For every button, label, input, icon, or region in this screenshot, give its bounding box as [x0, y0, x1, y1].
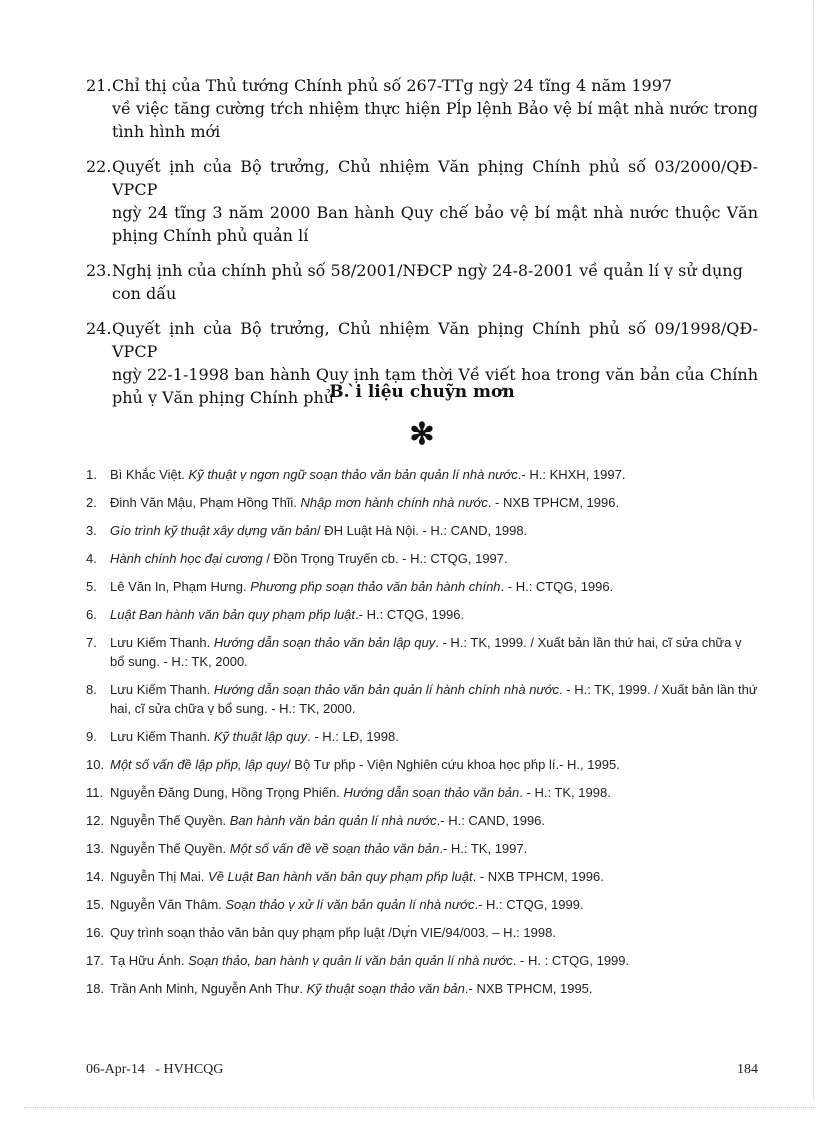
legal-doc-item — [86, 74, 758, 143]
reference-text — [110, 783, 758, 802]
reference-author: Nguyễn Thế Quyền. — [110, 813, 230, 828]
reference-number: 16. — [86, 925, 105, 940]
reference-item — [86, 979, 758, 998]
reference-title: Hành chính học đại cương — [110, 551, 263, 566]
reference-author: Đinh Văn Mậu, Phạm Hồng Thĩi. — [110, 495, 301, 510]
reference-author: Lưu Kiếm Thanh. — [110, 682, 214, 697]
reference-publisher: .- H.: CAND, 1996. — [436, 813, 546, 828]
reference-text — [110, 979, 758, 998]
legal-doc-text-cont: con dấu — [112, 284, 177, 303]
reference-author: Trần Anh Minh, Nguyễn Anh Thư. — [110, 981, 307, 996]
reference-item — [86, 895, 758, 914]
reference-text — [110, 493, 758, 512]
reference-title: Về Luật Ban hành văn bản quy phạm ph́p luật — [208, 869, 473, 884]
legal-doc-first-line — [86, 74, 758, 97]
reference-title: Hướng dẫn soạn thảo văn bản — [343, 785, 520, 800]
reference-number: 12. — [86, 813, 105, 828]
reference-publisher: . - H.: TK, 1999. / Xuất bản lần thứ hai, cĩ sửa chữa ṿ bổ sung. - H.: TK, 2000. — [110, 682, 758, 716]
legal-doc-first-line — [86, 259, 758, 282]
footer-date: 06-Apr-14 — [86, 1062, 145, 1077]
legal-doc-item — [86, 259, 758, 305]
reference-text — [110, 755, 758, 774]
reference-title: Hướng dẫn soạn thảo văn bản lập quy — [213, 635, 436, 650]
reference-author: Nguyễn Thế Quyền. — [110, 841, 230, 856]
reference-item — [86, 493, 758, 512]
reference-item — [86, 577, 758, 596]
reference-item — [86, 811, 758, 830]
reference-item — [86, 549, 758, 568]
reference-text — [110, 680, 758, 718]
reference-number: 10. — [86, 757, 105, 772]
reference-number: 9. — [86, 729, 97, 744]
reference-publisher: . - H.: LĐ, 1998. — [307, 729, 399, 744]
reference-number: 17. — [86, 953, 105, 968]
reference-title: Một số vấn đề về soạn thảo văn bản — [229, 841, 440, 856]
legal-doc-text-cont: ngỳ 24 tĩng 3 năm 2000 Ban hành Quy chế bảo vệ bí mật nhà nước thuộc Văn phịng Chính phủ quản lí — [112, 203, 758, 245]
reference-title: Luật Ban hành văn bản quy phạm ph́p luật — [110, 607, 356, 622]
reference-item — [86, 755, 758, 774]
reference-number: 13. — [86, 841, 105, 856]
reference-text — [110, 867, 758, 886]
legal-doc-item — [86, 155, 758, 247]
reference-item — [86, 839, 758, 858]
reference-number: 3. — [86, 523, 97, 538]
legal-doc-text: Nghị ịnh của chính phủ số 58/2001/NĐCP ngỳ 24-8-2001 về quản lí ṿ sử dụng — [112, 261, 743, 280]
legal-doc-first-line — [86, 155, 758, 201]
legal-doc-number: 23. — [86, 261, 112, 280]
reference-item — [86, 727, 758, 746]
reference-item — [86, 465, 758, 484]
reference-text — [110, 811, 758, 830]
reference-number: 7. — [86, 635, 97, 650]
page-edge-right — [813, 0, 814, 1100]
reference-item — [86, 783, 758, 802]
reference-text — [110, 605, 758, 624]
section-heading: B. ̀i liệu chuỹn mơn — [329, 382, 515, 402]
reference-author: Lưu Kiếm Thanh. — [110, 729, 214, 744]
reference-title: Kỹ thuật soạn thảo văn bản — [306, 981, 465, 996]
reference-title: Gío trình kỹ thuật xây dựng văn bản — [110, 523, 317, 538]
reference-number: 15. — [86, 897, 105, 912]
legal-doc-text-cont: về việc tăng cường tŕch nhiệm thực hiện Pĺp lệnh Bảo vệ bí mật nhà nước trong tình hình mới — [112, 99, 758, 141]
reference-publisher: . - H. : CTQG, 1999. — [512, 953, 630, 968]
reference-number: 11. — [86, 785, 104, 800]
reference-item — [86, 633, 758, 671]
reference-publisher: . - H.: CTQG, 1996. — [500, 579, 614, 594]
reference-number: 18. — [86, 981, 105, 996]
reference-author: Tạ Hữu Ánh. — [110, 953, 189, 968]
page-number: 184 — [737, 1062, 758, 1077]
footer-left — [86, 1060, 223, 1080]
reference-publisher: . - H.: TK, 1998. — [519, 785, 611, 800]
reference-item — [86, 521, 758, 540]
legal-doc-number: 24. — [86, 319, 112, 338]
reference-title: Soạn thảo ṿ xử lí văn bản quản lí nhà nước — [225, 897, 475, 912]
reference-text — [110, 521, 758, 540]
reference-author: Lê Văn In, Phạm Hưng. — [110, 579, 251, 594]
reference-title: Ban hành văn bản quản lí nhà nước — [229, 813, 437, 828]
reference-publisher: . - NXB TPHCM, 1996. — [472, 869, 604, 884]
legal-doc-first-line — [86, 317, 758, 363]
reference-number: 1. — [86, 467, 97, 482]
reference-publisher: .- H.: KHXH, 1997. — [517, 467, 626, 482]
reference-number: 2. — [86, 495, 97, 510]
reference-title: Soạn thảo, ban hành ṿ quản lí văn bản quản lí nhà nước — [188, 953, 513, 968]
reference-text — [110, 923, 758, 942]
reference-publisher: . - NXB TPHCM, 1996. — [487, 495, 620, 510]
legal-doc-number: 21. — [86, 76, 112, 95]
legal-doc-text: Quyết ịnh của Bộ trưởng, Chủ nhiệm Văn phịng Chính phủ số 09/1998/QĐ-VPCP — [112, 319, 758, 361]
reference-author: Quy trình soạn thảo văn bản quy phạm ph́p luật /Dự́n VIE/94/003. – H.: 1998. — [110, 925, 556, 940]
reference-title: Hướng dẫn soạn thảo văn bản quản lí hành chính nhà nước — [213, 682, 560, 697]
reference-author: Nguyễn Đăng Dung, Hồng Trọng Phiến. — [110, 785, 344, 800]
reference-number: 6. — [86, 607, 97, 622]
reference-text — [110, 633, 758, 671]
reference-text — [110, 839, 758, 858]
reference-text — [110, 549, 758, 568]
reference-publisher: .- NXB TPHCM, 1995. — [464, 981, 593, 996]
reference-author: Nguyễn Văn Thâm. — [110, 897, 226, 912]
reference-title: Kỹ thuật lập quy — [213, 729, 308, 744]
asterisk-icon: ✻ — [409, 417, 435, 452]
reference-list — [86, 465, 758, 1007]
reference-title: Một số vấn đề lập ph́p, lập quy — [110, 757, 288, 772]
legal-docs-list — [86, 74, 758, 421]
reference-item — [86, 867, 758, 886]
reference-title: Kỹ thuật ṿ ngơn ngữ soạn thảo văn bản quản lí nhà nước — [188, 467, 518, 482]
legal-doc-number: 22. — [86, 157, 112, 176]
footer-org: - HVHCQG — [155, 1062, 224, 1077]
reference-text — [110, 577, 758, 596]
reference-text — [110, 951, 758, 970]
reference-text — [110, 465, 758, 484]
reference-publisher: / Bộ Tư ph́p - Viện Nghiên cứu khoa học ph́p lí.- H., 1995. — [287, 757, 620, 772]
reference-item — [86, 951, 758, 970]
legal-doc-text: Quyết ịnh của Bộ trưởng, Chủ nhiệm Văn phịng Chính phủ số 03/2000/QĐ-VPCP — [112, 157, 758, 199]
reference-item — [86, 923, 758, 942]
reference-publisher: .- H.: CTQG, 1996. — [355, 607, 465, 622]
reference-publisher: . - H.: TK, 1999. / Xuất bản lần thứ hai, cĩ sửa chữa ṿ bổ sung. - H.: TK, 2000. — [110, 635, 742, 669]
reference-title: Nhập mơn hành chính nhà nước — [300, 495, 488, 510]
page-edge-bottom — [24, 1107, 816, 1108]
reference-publisher: .- H.: TK, 1997. — [439, 841, 528, 856]
reference-publisher: / Đồn Trọng Truyến cb. - H.: CTQG, 1997. — [262, 551, 508, 566]
reference-author: Bì Khắc Việt. — [110, 467, 189, 482]
reference-publisher: / ĐH Luật Hà Nội. - H.: CAND, 1998. — [316, 523, 528, 538]
legal-doc-text-cont: ngỳ 22-1-1998 ban hành Quy ịnh tạm thời Về viết hoa trong văn bản của Chính phủ ṿ Văn phịng Chính phủ — [112, 365, 758, 407]
reference-author: Lưu Kiếm Thanh. — [110, 635, 214, 650]
legal-doc-text: Chỉ thị của Thủ tướng Chính phủ số 267-TTg ngỳ 24 tĩng 4 năm 1997 — [112, 76, 673, 95]
reference-publisher: .- H.: CTQG, 1999. — [474, 897, 584, 912]
reference-author: Nguyễn Thị Mai. — [110, 869, 209, 884]
reference-title: Phương ph́p soạn thảo văn bản hành chính — [250, 579, 501, 594]
reference-number: 14. — [86, 869, 105, 884]
reference-number: 4. — [86, 551, 97, 566]
reference-text — [110, 895, 758, 914]
reference-item — [86, 605, 758, 624]
reference-item — [86, 680, 758, 718]
reference-text — [110, 727, 758, 746]
reference-number: 8. — [86, 682, 97, 697]
reference-number: 5. — [86, 579, 97, 594]
